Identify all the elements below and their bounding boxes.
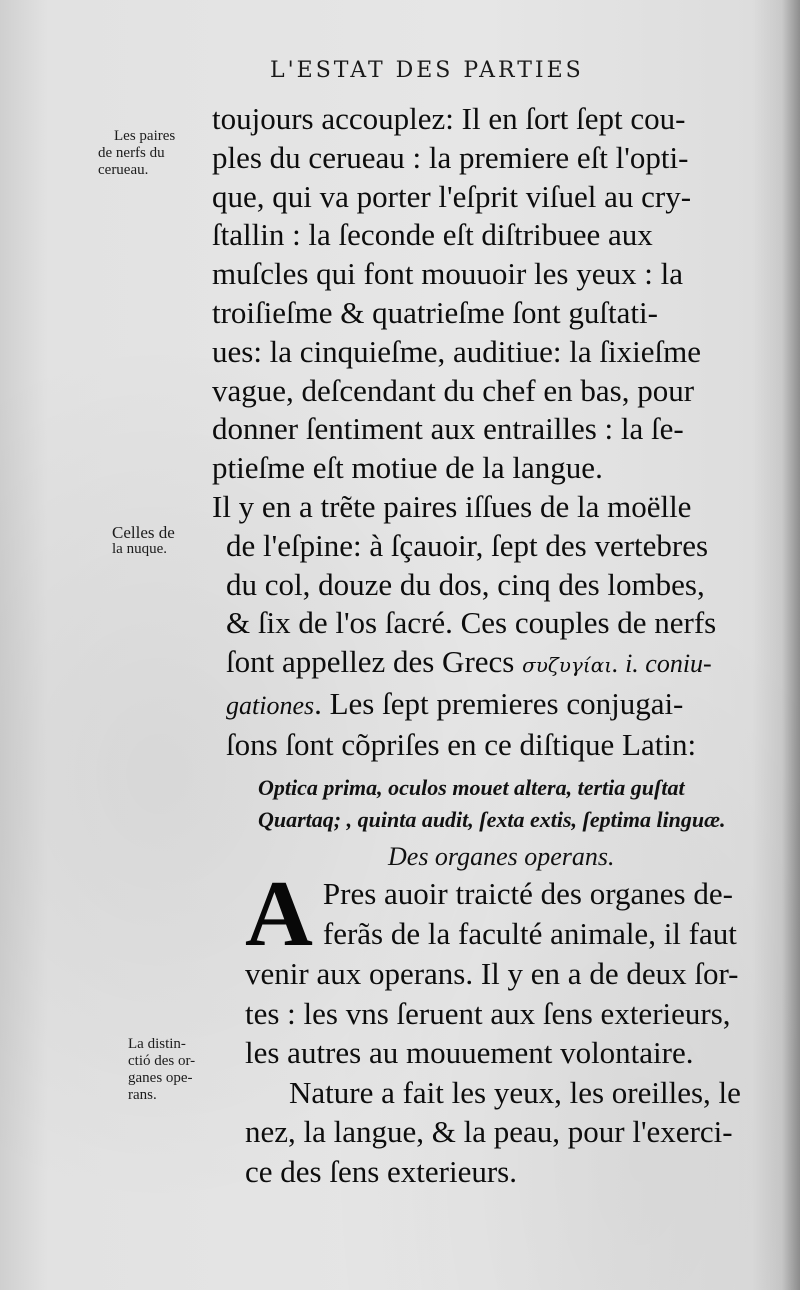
text-line: Il y en a trẽte paires iſſues de la moëlle [212,488,692,524]
text-line: du col, douze du dos, cinq des lombes, [226,566,705,602]
text-line: ptieſme eſt motiue de la langue. [212,450,603,486]
verse-line: Optica prima, oculos mouet altera, tertia guſtat [258,775,685,800]
text-line: Nature a fait les yeux, les oreilles, le [289,1074,741,1110]
margin-note-line: la nuque. [112,541,167,557]
text-line: de l'eſpine: à ſçauoir, ſept des vertebres [226,527,709,563]
text-line: ce des ſens exterieurs. [245,1153,517,1189]
main-text [212,100,782,765]
text-line [212,643,782,685]
margin-note-paires-de-nerfs [98,128,176,179]
text-line: donner ſentiment aux entrailles : la ſe- [212,411,684,447]
text-line: nez, la langue, & la peau, pour l'exerci- [245,1114,733,1149]
text-line: ues: la cinquieſme, auditiue: la ſixieſme [212,333,701,369]
margin-note-line: Les paires [114,128,176,144]
text-line: venir aux operans. Il y en a de deux ſor- [245,956,739,991]
greek-word: συζυγίαι [522,653,613,678]
text-line: toujours accouplez: Il en ſort ſept cou- [212,101,686,136]
text-line: vague, deſcendant du chef en bas, pour [212,372,695,408]
text-line [212,685,782,726]
text-line: ferãs de la faculté animale, il faut [322,915,737,951]
margin-note-line: La distin- [128,1036,186,1052]
text-line: muſcles qui font mouuoir les yeux : la [212,256,683,292]
margin-note-line: cerueau. [98,162,149,178]
text-line: les autres au mouuement volontaire. [245,1035,694,1070]
margin-note-line: ctió des or- [128,1053,196,1069]
text-segment: . Les ſept premieres conjugai- [314,685,684,721]
text-line: ſons ſont cõpriſes en ce diſtique Latin: [226,726,697,762]
italic-segment: gationes [226,690,315,720]
running-head: L'ESTAT DES PARTIES [270,58,584,83]
text-line: troiſieſme & quatrieſme ſont guſtati- [212,294,658,330]
margin-note-distinction-des-organes [128,1036,195,1104]
section-title: Des organes operans. [388,842,615,871]
italic-segment: . i. coniu- [612,649,712,679]
text-line: ſtallin : la ſeconde eſt diſtribuee aux [212,217,653,253]
margin-note-line: ganes ope- [128,1070,193,1086]
text-line: que, qui va porter l'eſprit viſuel au cry- [212,178,692,214]
margin-note-line: rans. [128,1087,157,1103]
text-line: ples du cerueau : la premiere eſt l'opti- [212,139,689,175]
section-text [245,862,790,1191]
text-line: Pres auoir traicté des organes de- [322,876,733,911]
latin-distich [258,772,788,836]
drop-cap: A [245,862,313,966]
margin-note-line: Celles de [112,523,175,542]
text-segment: ſont appellez des Grecs [226,644,523,680]
verse-line: Quartaq; , quinta audit, ſexta extis, ſeptima linguæ. [258,807,726,832]
text-line: tes : les vns ſeruent aux ſens exterieurs, [245,995,731,1031]
margin-note-celles-de-la-nuque [112,524,175,558]
margin-note-line: de nerfs du [98,145,165,161]
text-line: & ſix de l'os ſacré. Ces couples de nerfs [226,605,717,641]
